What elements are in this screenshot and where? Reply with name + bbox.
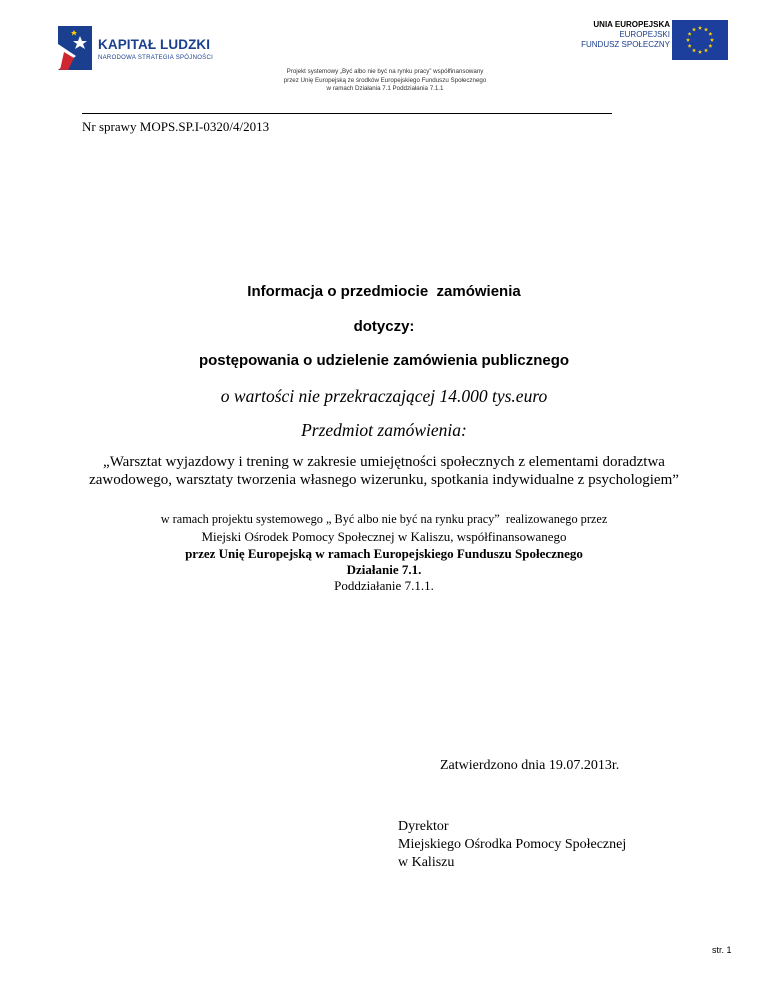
measure: Działanie 7.1. <box>346 562 422 577</box>
subject-label: Przedmiot zamówienia: <box>301 420 467 440</box>
kapital-ludzki-logo <box>58 26 258 74</box>
approval-date: Zatwierdzono dnia 19.07.2013r. <box>440 758 620 773</box>
kapital-ludzki-title: KAPITAŁ LUDZKI <box>98 37 211 52</box>
project-line-3: przez Unię Europejską w ramach Europejskiego Funduszu Społecznego <box>185 546 583 561</box>
document-procedure: postępowania o udzielenie zamówienia publicznego <box>198 352 570 369</box>
signatory-title: Dyrektor <box>398 819 449 834</box>
project-info-line3: w ramach Działania 7.1 Poddziałania 7.1.1 <box>326 85 444 93</box>
signatory-organization: Miejskiego Ośrodka Pomocy Społecznej <box>398 837 627 852</box>
project-line-1: w ramach projektu systemowego „ Być albo nie być na rynku pracy” realizowanego przez <box>160 512 608 526</box>
submeasure: Poddziałanie 7.1.1. <box>334 578 434 593</box>
project-info-line2: przez Unię Europejską ze środków Europejskiego Funduszu Społecznego <box>283 76 487 84</box>
eu-logo-line3: FUNDUSZ SPOŁECZNY <box>581 40 670 49</box>
eu-logo-text <box>581 20 670 50</box>
eu-logo-line1: UNIA EUROPEJSKA <box>593 20 670 29</box>
eu-logo-line2: EUROPEJSKI <box>619 30 670 39</box>
project-info <box>230 68 540 94</box>
kapital-ludzki-emblem-icon <box>58 26 92 70</box>
value-line: o wartości nie przekraczającej 14.000 tys.euro <box>220 386 548 406</box>
eu-logo <box>566 16 732 66</box>
signature-block <box>398 818 626 872</box>
project-info-line1: Projekt systemowy „Być albo nie być na rynku pracy” współfinansowany <box>286 68 484 75</box>
eu-flag-icon <box>672 20 728 60</box>
document-title: Informacja o przedmiocie zamówienia <box>247 283 521 300</box>
project-line-2: Miejski Ośrodek Pomocy Społecznej w Kaliszu, współfinansowanego <box>201 529 567 544</box>
case-number: Nr sprawy MOPS.SP.I-0320/4/2013 <box>82 119 270 134</box>
page-number: str. 1 <box>712 945 732 955</box>
document-concerns: dotyczy: <box>353 318 415 335</box>
header-divider <box>82 113 612 114</box>
signatory-city: w Kaliszu <box>398 855 455 870</box>
subject-title: „Warsztat wyjazdowy i trening w zakresie umiejętności społecznych z elementami doradztwa zawodowego, warsztaty tworzenia własnego wizerunku, spotkania indywidualne z psychologiem” <box>89 454 679 488</box>
kapital-ludzki-subtitle: NARODOWA STRATEGIA SPÓJNOŚCI <box>98 55 214 61</box>
